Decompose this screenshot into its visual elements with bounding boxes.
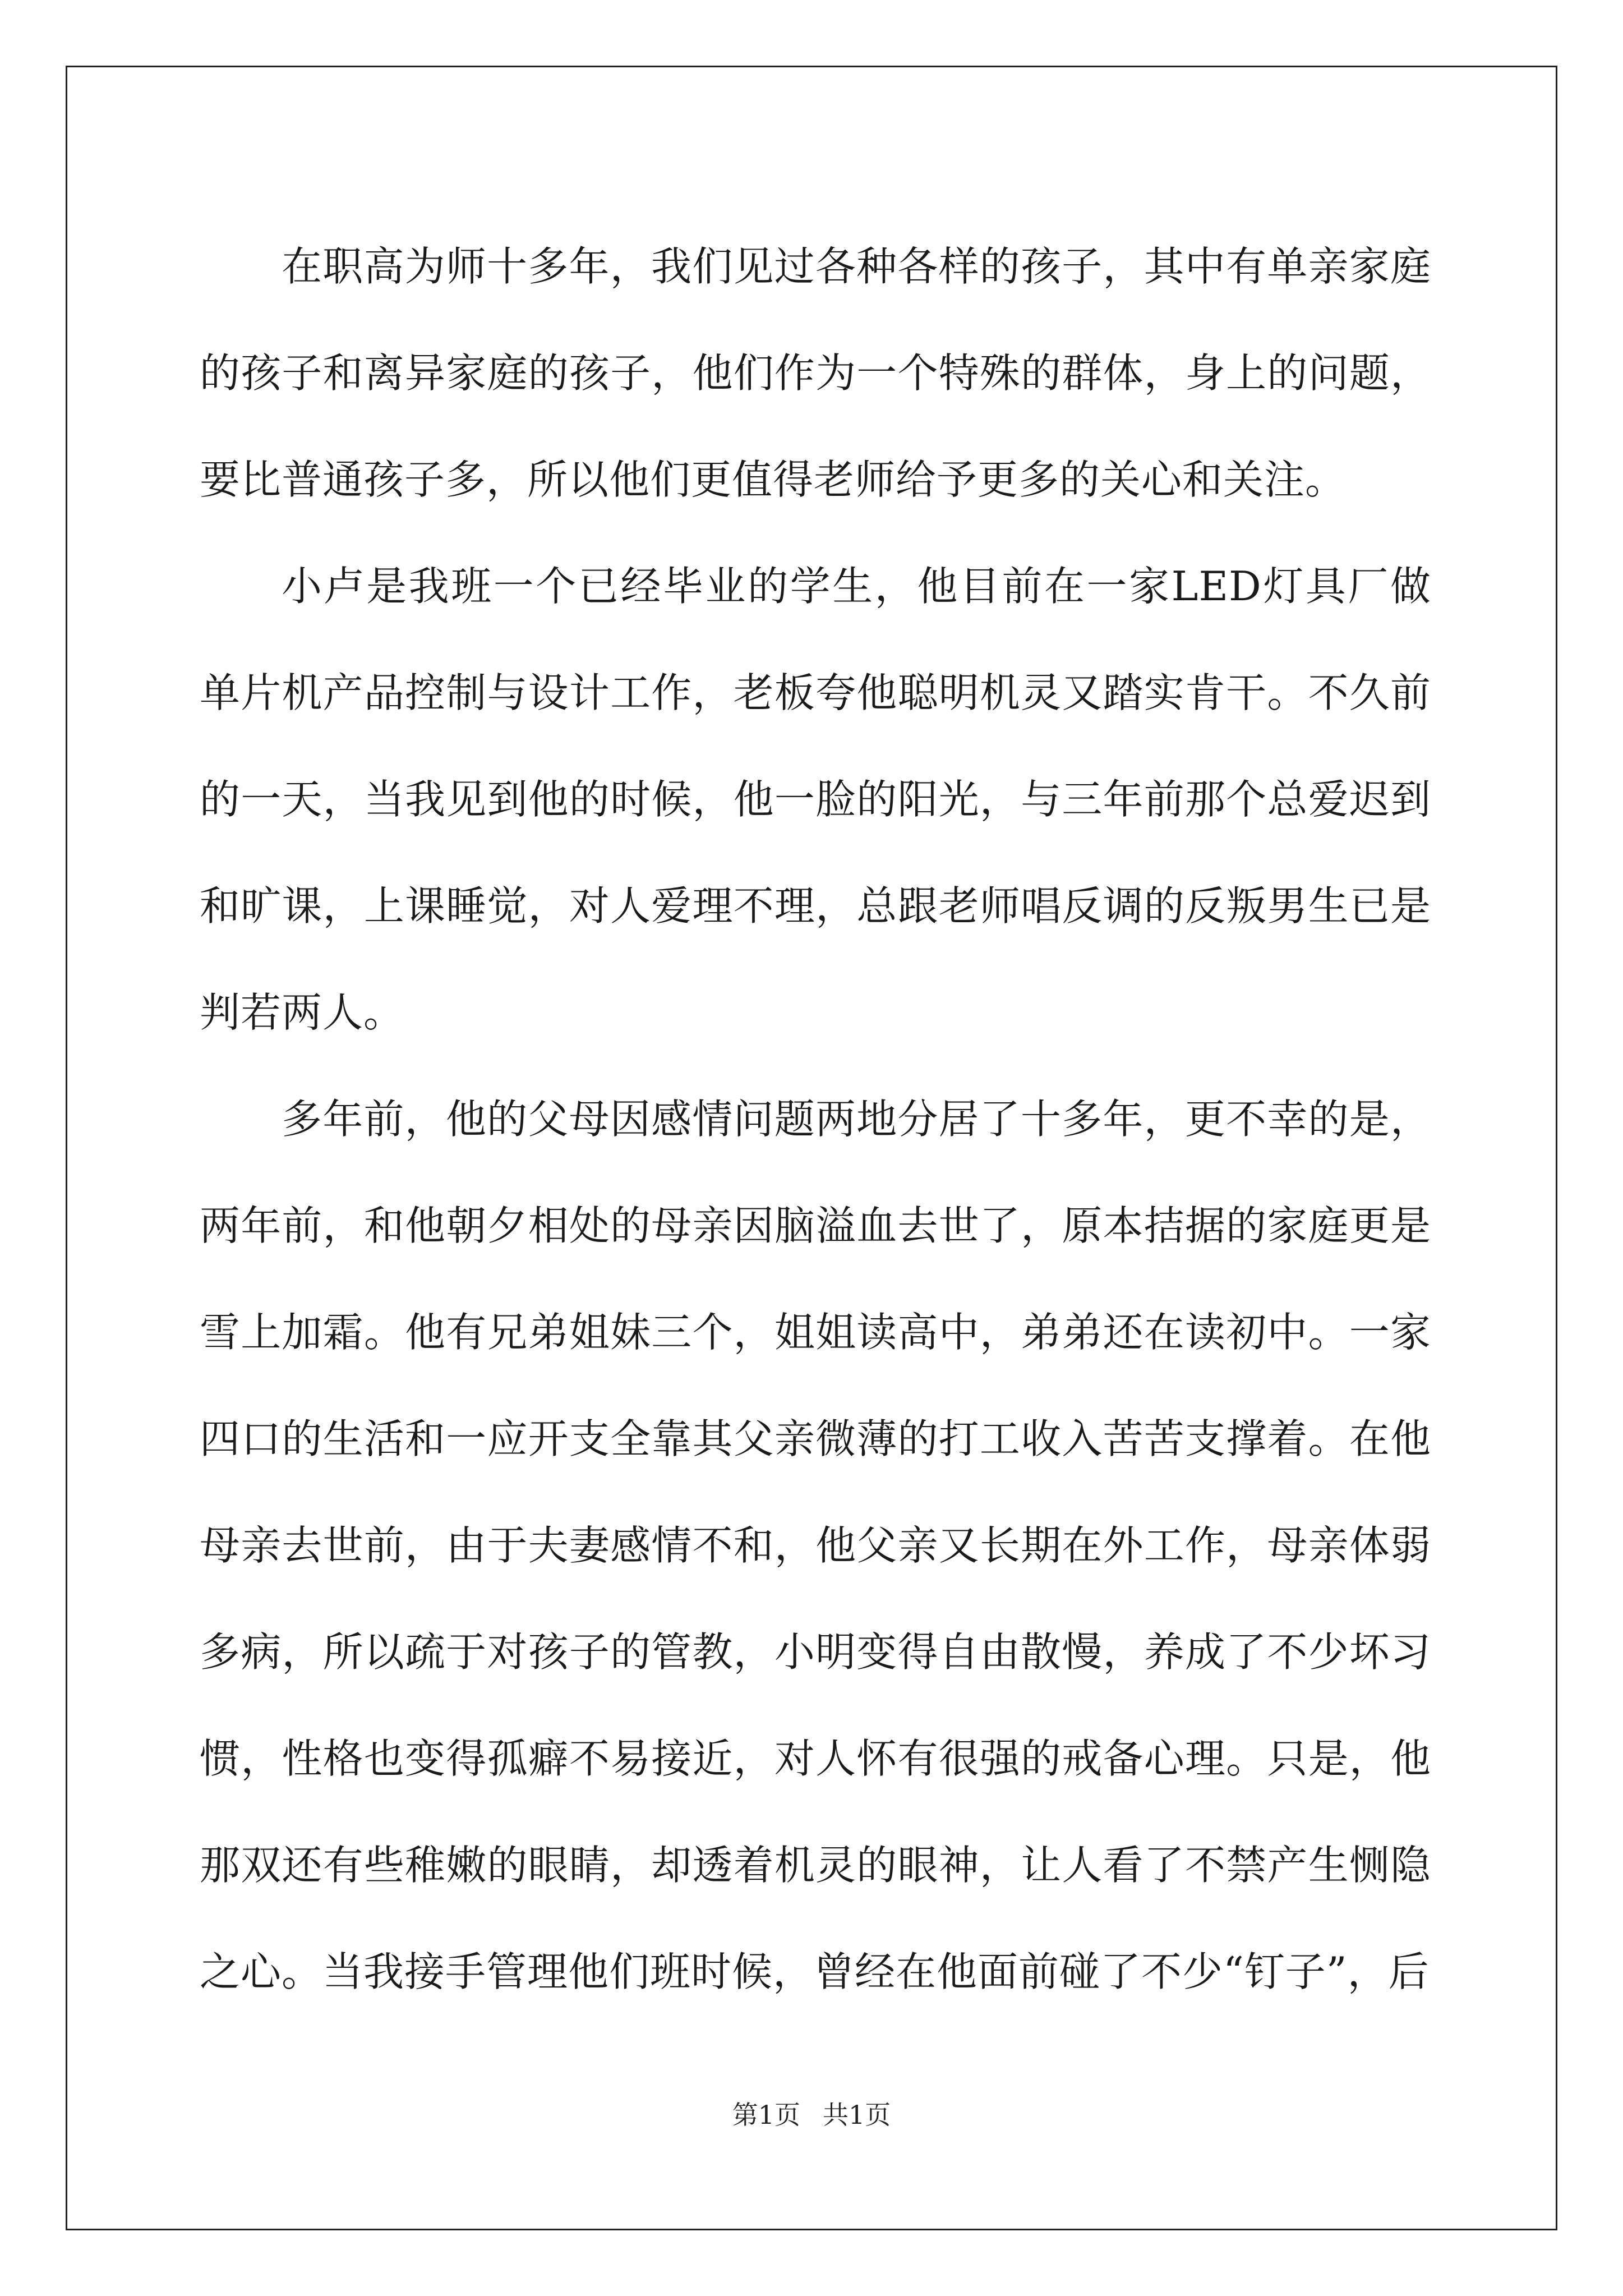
paragraph-3: 多年前，他的父母因感情问题两地分居了十多年，更不幸的是，两年前，和他朝夕相处的母亲因脑溢血去世了，原本拮据的家庭更是雪上加霜。他有兄弟姐妹三个，姐姐读高中，弟弟还在读初中。一家四口的生活和一应开支全靠其父亲微薄的打工收入苦苦支撑着。在他母亲去世前，由于夫妻感情不和，他父亲又长期在外工作，母亲体弱多病，所以疏于对孩子的管教，小明变得自由散慢，养成了不少坏习惯，性格也变得孤癖不易接近，对人怀有很强的戒备心理。只是，他那双还有些稚嫩的眼睛，却透着机灵的眼神，让人看了不禁产生恻隐之心。当我接手管理他们班时候，曾经在他面前碰了不少“钉子”，后 [200,1096,1431,1995]
paragraph-2: 小卢是我班一个已经毕业的学生，他目前在一家LED灯具厂做单片机产品控制与设计工作，老板夸他聪明机灵又踏实肯干。不久前的一天，当我见到他的时候，他一脸的阳光，与三年前那个总爱迟到和旷课，上课睡觉，对人爱理不理，总跟老师唱反调的反叛男生已是判若两人。 [200,563,1431,1036]
page-number: 第1页 [732,2100,800,2130]
page-total: 共1页 [823,2100,891,2130]
document-body [200,213,1431,2025]
paragraph-1: 在职高为师十多年，我们见过各种各样的孩子，其中有单亲家庭的孩子和离异家庭的孩子，他们作为一个特殊的群体，身上的问题，要比普通孩子多，所以他们更值得老师给予更多的关心和关注。 [200,243,1431,503]
page-footer [0,2098,1623,2132]
